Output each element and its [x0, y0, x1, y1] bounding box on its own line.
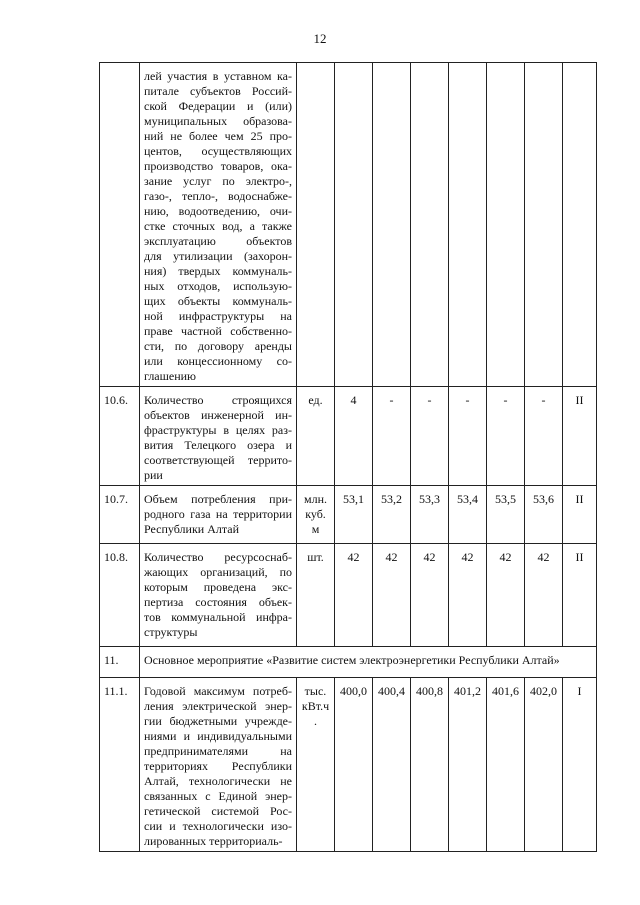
indicator-name-line: праве частной собственно- — [144, 324, 292, 338]
indicator-category: II — [563, 486, 597, 544]
indicator-name-line: ной инфраструктуры на — [144, 309, 292, 323]
indicator-name-line: соответствующей террито- — [144, 453, 292, 467]
indicator-name-line: газо-, тепло-, водоснабже- — [144, 189, 292, 203]
year-value: 53,3 — [411, 486, 449, 544]
indicator-name-line: питале субъектов Россий- — [144, 84, 292, 98]
indicator-category — [563, 63, 597, 387]
unit-of-measure: тыс. кВт.ч . — [297, 678, 335, 852]
indicator-name-line: структуры — [144, 625, 198, 639]
year-value: 401,6 — [487, 678, 525, 852]
indicator-name-line: ления электрической энер- — [144, 699, 292, 713]
unit-of-measure: шт. — [297, 544, 335, 647]
year-value — [373, 63, 411, 387]
indicator-name-line: гетической системой Рос- — [144, 804, 292, 818]
year-value — [411, 63, 449, 387]
row-number: 11.1. — [100, 678, 140, 852]
table-row — [100, 647, 597, 678]
page-number: 12 — [313, 31, 327, 46]
indicator-name-line: центов, осуществляющих — [144, 144, 292, 158]
main-event-title: Основное мероприятие «Развитие систем электроэнергетики Республики Алтай» — [140, 647, 597, 678]
indicator-name-line: производство товаров, ока- — [144, 159, 292, 173]
year-value: 42 — [525, 544, 563, 647]
indicator-name-line: лированных территориаль- — [144, 834, 283, 848]
indicator-name-line: Объем потребления при- — [144, 492, 292, 506]
year-value: 53,6 — [525, 486, 563, 544]
indicator-category: II — [563, 544, 597, 647]
indicators-table — [99, 62, 597, 852]
indicator-name — [140, 486, 297, 544]
indicator-name-line: тов коммунальной инфра- — [144, 610, 292, 624]
year-value: 42 — [487, 544, 525, 647]
year-value: 53,5 — [487, 486, 525, 544]
year-value: 401,2 — [449, 678, 487, 852]
row-number — [100, 63, 140, 387]
year-value: - — [449, 387, 487, 486]
year-value — [449, 63, 487, 387]
indicator-name-line: сии и технологически изо- — [144, 819, 292, 833]
year-value — [525, 63, 563, 387]
unit-of-measure — [297, 63, 335, 387]
unit-of-measure: млн. куб. м — [297, 486, 335, 544]
indicator-name — [140, 63, 297, 387]
indicator-name-line: Количество строящихся — [144, 393, 292, 407]
year-value: 53,4 — [449, 486, 487, 544]
indicator-name-line: Количество ресурсоснаб- — [144, 550, 292, 564]
indicator-name-line: родного газа на территории — [144, 507, 292, 521]
indicator-name-line: или концессионному со- — [144, 354, 292, 368]
row-number: 11. — [100, 647, 140, 678]
indicator-name-line: связанных с Единой энер- — [144, 789, 292, 803]
table-row — [100, 544, 597, 647]
indicator-name-line: фраструктуры в целях раз- — [144, 423, 292, 437]
indicator-name — [140, 544, 297, 647]
year-value: - — [373, 387, 411, 486]
indicator-name-line: стке сточных вод, а также — [144, 219, 292, 233]
indicator-name-line: зание услуг по электро-, — [144, 174, 292, 188]
year-value: 42 — [449, 544, 487, 647]
year-value: - — [487, 387, 525, 486]
year-value: 400,8 — [411, 678, 449, 852]
indicator-name-line: жающих организаций, по — [144, 565, 292, 579]
row-number: 10.6. — [100, 387, 140, 486]
year-value: 400,4 — [373, 678, 411, 852]
indicator-name-line: ния) твердых коммуналь- — [144, 264, 292, 278]
year-value: 42 — [411, 544, 449, 647]
indicator-name-line: Алтай, технологически не — [144, 774, 292, 788]
year-value: 53,1 — [335, 486, 373, 544]
indicator-name-line: ниями и индивидуальными — [144, 729, 292, 743]
indicator-name-line: эксплуатацию объектов — [144, 234, 292, 248]
indicator-name — [140, 387, 297, 486]
year-value: - — [525, 387, 563, 486]
unit-of-measure: ед. — [297, 387, 335, 486]
indicator-name-line: территориях Республики — [144, 759, 292, 773]
indicator-category: I — [563, 678, 597, 852]
indicator-name-line: муниципальных образова- — [144, 114, 292, 128]
year-value: 400,0 — [335, 678, 373, 852]
indicator-name — [140, 678, 297, 852]
year-value — [487, 63, 525, 387]
indicator-name-line: Республики Алтай — [144, 522, 239, 536]
row-number: 10.7. — [100, 486, 140, 544]
indicator-name-line: лей участия в уставном ка- — [144, 69, 292, 83]
table-row — [100, 387, 597, 486]
year-value: 53,2 — [373, 486, 411, 544]
indicator-name-line: ской Федерации и (или) — [144, 99, 292, 113]
indicator-name-line: нию, водоотведению, очи- — [144, 204, 292, 218]
year-value: 42 — [373, 544, 411, 647]
year-value: 402,0 — [525, 678, 563, 852]
table-row — [100, 63, 597, 387]
row-number: 10.8. — [100, 544, 140, 647]
indicator-name-line: глашению — [144, 369, 197, 383]
year-value: 42 — [335, 544, 373, 647]
indicator-name-line: предпринимателями на — [144, 744, 292, 758]
indicator-name-line: Годовой максимум потреб- — [144, 684, 292, 698]
indicator-name-line: пертиза состояния объек- — [144, 595, 292, 609]
indicator-name-line: ных отходов, использую- — [144, 279, 292, 293]
indicator-name-line: объектов инженерной ин- — [144, 408, 292, 422]
indicator-name-line: щих объекты коммуналь- — [144, 294, 292, 308]
table-row — [100, 486, 597, 544]
year-value: - — [411, 387, 449, 486]
year-value: 4 — [335, 387, 373, 486]
indicator-name-line: вития Телецкого озера и — [144, 438, 292, 452]
year-value — [335, 63, 373, 387]
indicator-category: II — [563, 387, 597, 486]
indicator-name-line: для утилизации (захорон- — [144, 249, 292, 263]
indicator-name-line: ний не более чем 25 про- — [144, 129, 292, 143]
indicator-name-line: сти, по договору аренды — [144, 339, 292, 353]
indicator-name-line: гии бюджетными учрежде- — [144, 714, 292, 728]
table-row — [100, 678, 597, 852]
indicator-name-line: рии — [144, 468, 163, 482]
indicator-name-line: которым проведена экс- — [144, 580, 292, 594]
